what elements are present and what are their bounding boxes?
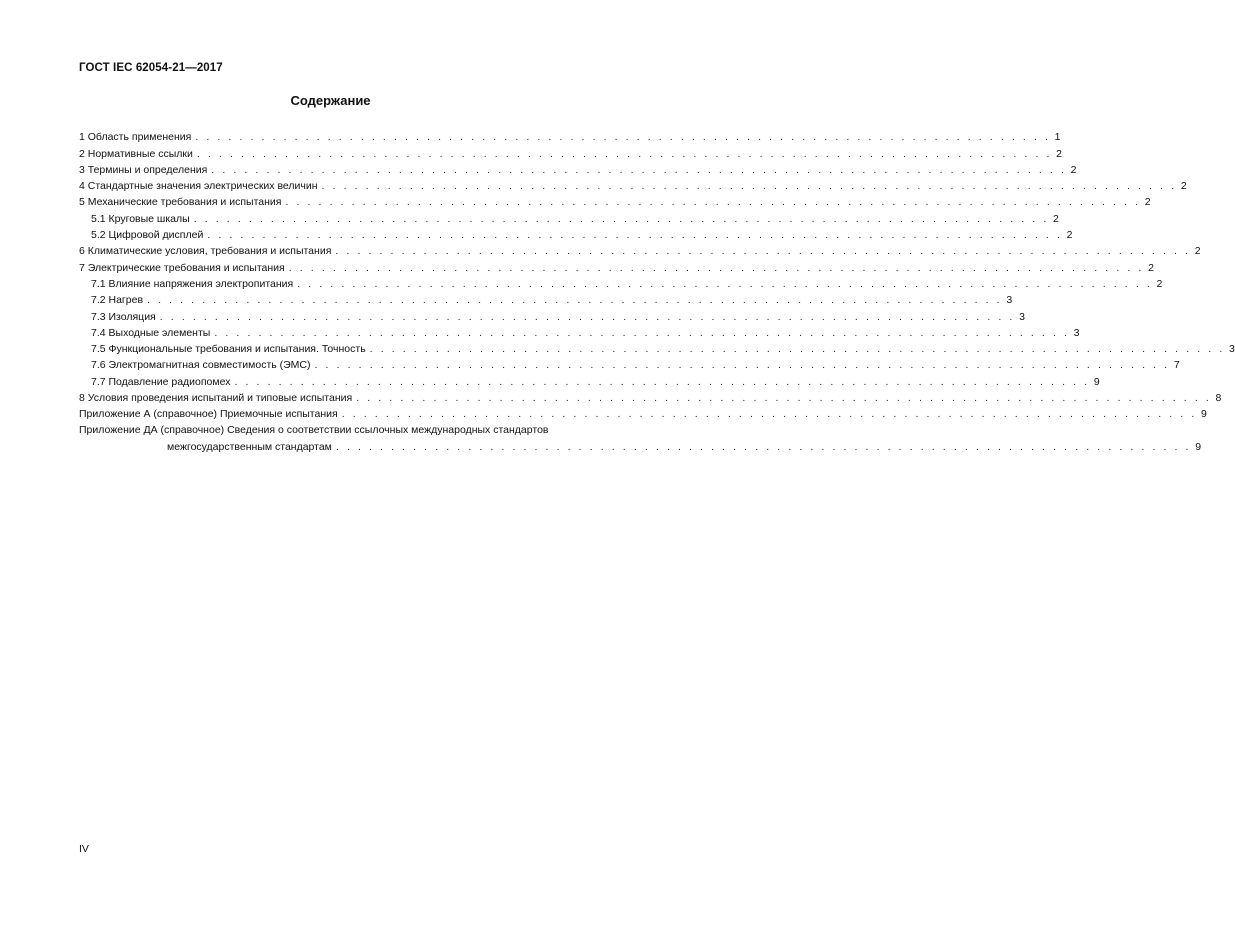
toc-entry-label: 7.3 Изоляция — [91, 310, 156, 323]
toc-entry-page: 9 — [1093, 375, 1100, 388]
toc-entry-page: 2 — [1066, 229, 1073, 242]
toc-leader: . . . . . . . . . . . . . . . . . . . . . . . . . . . . . . . . . . . . . . . . . . . . . . . . . . . . . . . . . . . . . . . . . . . . . . . . . . . . . . — [196, 147, 1053, 160]
toc-leader: . . . . . . . . . . . . . . . . . . . . . . . . . . . . . . . . . . . . . . . . . . . . . . . . . . . . . . . . . . . . . . . . . . . . . . . . . . . . . . — [335, 245, 1191, 258]
toc-leader: . . . . . . . . . . . . . . . . . . . . . . . . . . . . . . . . . . . . . . . . . . . . . . . . . . . . . . . . . . . . . . . . . . . . . . . . . . . . . . — [207, 229, 1063, 242]
toc-entry-label: 7.4 Выходные элементы — [91, 326, 211, 339]
toc-entry-page: 2 — [1053, 212, 1059, 225]
toc-entry-page: 8 — [1215, 392, 1222, 405]
toc-leader: . . . . . . . . . . . . . . . . . . . . . . . . . . . . . . . . . . . . . . . . . . . . . . . . . . . . . . . . . . . . . . . . . . . . . . . . . . . . . . — [234, 375, 1090, 388]
toc-entry[interactable] — [79, 160, 1077, 176]
toc-entry-page: 3 — [1006, 294, 1013, 307]
toc-entry-label: 7.1 Влияние напряжения электропитания — [91, 277, 294, 290]
toc-entry-page: 1 — [1054, 131, 1061, 144]
toc-subentry[interactable] — [79, 225, 1073, 242]
toc-entry[interactable] — [79, 241, 1201, 258]
toc-entry[interactable] — [79, 127, 1061, 144]
page-number: IV — [79, 843, 89, 855]
toc-leader: . . . . . . . . . . . . . . . . . . . . . . . . . . . . . . . . . . . . . . . . . . . . . . . . . . . . . . . . . . . . . . . . . . . . . . . . . . . . . . — [335, 440, 1192, 453]
toc-subentry[interactable] — [79, 371, 1100, 388]
toc-entry-page: 3 — [1019, 310, 1025, 323]
toc-entry-page: 7 — [1173, 359, 1180, 372]
toc-title: Содержание — [290, 93, 371, 108]
toc-entry-page: 3 — [1073, 326, 1080, 339]
toc-subentry[interactable] — [79, 339, 1235, 356]
toc-entry-label: Приложение ДА (справочное) Сведения о соответствии ссылочных международных стандартов — [79, 424, 549, 437]
toc-entry-label: 7.6 Электромагнитная совместимость (ЭМС) — [91, 359, 311, 372]
toc-entry-page: 2 — [1056, 147, 1063, 160]
toc-leader: . . . . . . . . . . . . . . . . . . . . . . . . . . . . . . . . . . . . . . . . . . . . . . . . . . . . . . . . . . . . . . . . . . . . . . . . . . . . . . — [341, 408, 1197, 421]
toc-subentry[interactable] — [79, 323, 1080, 339]
toc-entry[interactable] — [79, 388, 1222, 405]
table-of-contents — [79, 127, 1235, 453]
toc-entry-page: 2 — [1156, 277, 1163, 290]
toc-leader: . . . . . . . . . . . . . . . . . . . . . . . . . . . . . . . . . . . . . . . . . . . . . . . . . . . . . . . . . . . . . . . . . . . . . . . . . . . . . . — [288, 261, 1144, 274]
toc-entry-page: 9 — [1195, 440, 1202, 453]
toc-leader: . . . . . . . . . . . . . . . . . . . . . . . . . . . . . . . . . . . . . . . . . . . . . . . . . . . . . . . . . . . . . . . . . . . . . . . . . . . . . . — [214, 326, 1070, 339]
toc-entry-label: 7.2 Нагрев — [91, 294, 144, 307]
toc-entry-label: межгосударственным стандартам — [167, 440, 332, 453]
toc-entry-page: 2 — [1070, 163, 1077, 176]
toc-entry-label: 3 Термины и определения — [79, 163, 208, 176]
toc-entry[interactable] — [79, 143, 1063, 160]
toc-leader: . . . . . . . . . . . . . . . . . . . . . . . . . . . . . . . . . . . . . . . . . . . . . . . . . . . . . . . . . . . . . . . . . . . . . . . . . . . . . . — [285, 196, 1141, 209]
toc-entry-label: 6 Климатические условия, требования и испытания — [79, 245, 332, 258]
toc-entry-page: 3 — [1229, 343, 1235, 356]
toc-entry-annex-da[interactable] — [79, 420, 614, 436]
toc-entry-page: 2 — [1144, 196, 1151, 209]
toc-entry-label: 7 Электрические требования и испытания — [79, 261, 285, 274]
toc-entry-page: 9 — [1201, 408, 1207, 421]
toc-entry-label: 7.5 Функциональные требования и испытания. Точность — [91, 343, 366, 356]
toc-subentry[interactable] — [79, 208, 1059, 225]
toc-entry-label: 5 Механические требования и испытания — [79, 196, 282, 209]
toc-entry[interactable] — [79, 192, 1151, 209]
toc-entry[interactable] — [79, 257, 1154, 274]
toc-entry-annex-da-continued[interactable] — [79, 436, 1202, 453]
toc-subentry[interactable] — [79, 355, 1180, 372]
toc-entry-label: 2 Нормативные ссылки — [79, 147, 193, 160]
toc-entry-label: 1 Область применения — [79, 131, 192, 144]
toc-leader: . . . . . . . . . . . . . . . . . . . . . . . . . . . . . . . . . . . . . . . . . . . . . . . . . . . . . . . . . . . . . . . . . . . . . . . . . . . . . . — [211, 163, 1067, 176]
toc-subentry[interactable] — [79, 274, 1163, 290]
toc-entry-page: 2 — [1148, 261, 1154, 274]
toc-subentry[interactable] — [79, 306, 1025, 323]
toc-subentry[interactable] — [79, 290, 1013, 307]
toc-leader: . . . . . . . . . . . . . . . . . . . . . . . . . . . . . . . . . . . . . . . . . . . . . . . . . . . . . . . . . . . . . . . . . . . . . . . . . . . . . . — [297, 277, 1153, 290]
toc-entry[interactable] — [79, 176, 1187, 193]
toc-entry-label: 5.2 Цифровой дисплей — [91, 229, 204, 242]
toc-leader: . . . . . . . . . . . . . . . . . . . . . . . . . . . . . . . . . . . . . . . . . . . . . . . . . . . . . . . . . . . . . . . . . . . . . . . . . . . . . . — [356, 392, 1212, 405]
toc-leader: . . . . . . . . . . . . . . . . . . . . . . . . . . . . . . . . . . . . . . . . . . . . . . . . . . . . . . . . . . . . . . . . . . . . . . . . . . . . . . — [159, 310, 1015, 323]
toc-entry-label: 5.1 Круговые шкалы — [91, 212, 190, 225]
toc-entry-label: 7.7 Подавление радиопомех — [91, 375, 231, 388]
toc-entry-page: 2 — [1194, 245, 1201, 258]
toc-leader: . . . . . . . . . . . . . . . . . . . . . . . . . . . . . . . . . . . . . . . . . . . . . . . . . . . . . . . . . . . . . . . . . . . . . . . . . . . . . . — [314, 359, 1170, 372]
toc-entry-label: 8 Условия проведения испытаний и типовые испытания — [79, 392, 353, 405]
toc-leader: . . . . . . . . . . . . . . . . . . . . . . . . . . . . . . . . . . . . . . . . . . . . . . . . . . . . . . . . . . . . . . . . . . . . . . . . . . . . . . — [369, 343, 1225, 356]
toc-entry-label: 4 Стандартные значения электрических величин — [79, 180, 318, 193]
toc-leader: . . . . . . . . . . . . . . . . . . . . . . . . . . . . . . . . . . . . . . . . . . . . . . . . . . . . . . . . . . . . . . . . . . . . . . . . . . . . . . — [147, 294, 1003, 307]
toc-entry-page: 2 — [1180, 180, 1187, 193]
standard-designation: ГОСТ IEC 62054-21—2017 — [79, 62, 223, 74]
toc-entry-annex-a[interactable] — [79, 404, 1207, 421]
toc-leader: . . . . . . . . . . . . . . . . . . . . . . . . . . . . . . . . . . . . . . . . . . . . . . . . . . . . . . . . . . . . . . . . . . . . . . . . . . . . . . — [195, 131, 1051, 144]
toc-entry-label: Приложение А (справочное) Приемочные испытания — [79, 408, 338, 421]
toc-leader: . . . . . . . . . . . . . . . . . . . . . . . . . . . . . . . . . . . . . . . . . . . . . . . . . . . . . . . . . . . . . . . . . . . . . . . . . . . . . . — [193, 212, 1049, 225]
toc-leader: . . . . . . . . . . . . . . . . . . . . . . . . . . . . . . . . . . . . . . . . . . . . . . . . . . . . . . . . . . . . . . . . . . . . . . . . . . . . . . — [321, 180, 1177, 193]
